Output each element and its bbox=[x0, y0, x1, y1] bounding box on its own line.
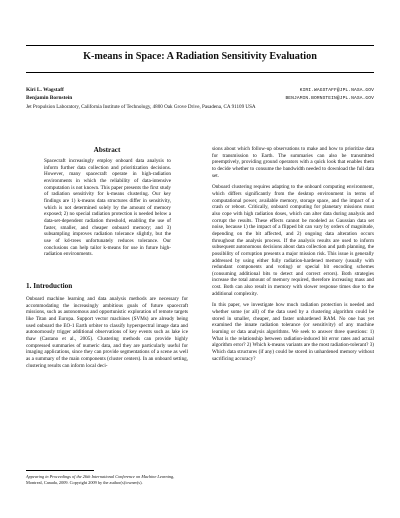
title-bottom-rule bbox=[26, 72, 374, 73]
introduction-text: Onboard machine learning and data analysis methods are necessary for accommodating the increasingly ambitious goals of future spacecraft missions, such as autonomous and opportunistic exploration of remote targets like Titan and Europa. Support vector machines (SVMs) are already being used onboard the EO-1 Earth orbiter to classify hyperspectral image data and autonomously trigger additional observations of key events such as lake ice thaw (Castano et al., 2005). Clustering methods can provide highly compressed summaries of numeric data, and they are particularly useful for imaging applications, since they can provide segmentations of a scene as well as a summary of the main components (cluster centers). In an onboard setting, clustering results can inform local deci- bbox=[26, 296, 188, 369]
right-paragraph-2: Onboard clustering requires adapting to the onboard computing environment, which differs significantly from the desktop environment in terms of computational power, available memory, storage space, and the impact of a crash or reboot. Critically, onboard computing for planetary missions must also cope with high radiation doses, which can alter data during analysis and corrupt the results. These effects cannot be modeled as Gaussian data set noise, because 1) the impact of a flipped bit can vary by orders of magnitude, depending on the bit affected, and 2) ongoing data alteration occurs throughout the analysis process. If the analysis results are used to inform subsequent autonomous decisions about data collection and path planning, the possibility of corruption presents a major mission risk. This issue is generally addressed by using either fully radiation-hardened memory (usually with redundant components and voting) or special bit encoding schemes (consuming additional bits to detect and correct errors). Both strategies increase the total amount of memory required, therefore increasing mass and cost. Both can also result in memory with slower response times due to the additional complexity. bbox=[212, 184, 374, 297]
section-heading-introduction: 1. Introduction bbox=[26, 282, 73, 290]
author-email: KIRI.WAGSTAFF@JPL.NASA.GOV bbox=[299, 88, 374, 93]
abstract-text: Spacecraft increasingly employ onboard data analysis to inform further data collection and prioritization decisions. However, many spacecraft operate in high-radiation environments in which the reliability of data-intensive computation is not known. This paper presents the first study of radiation sensitivity for k-means clustering. Our key findings are 1) k-means data structures differ in sensitivity, which is not determined solely by the amount of memory exposed; 2) no special radiation protection is needed below a data-set-dependent radiation threshold, enabling the use of faster, smaller, and cheaper onboard memory; and 3) subsampling improves radiation tolerance slightly, but the use of kd-trees unfortunately reduces tolerance. Our conclusions can help tailor k-means for use in future high-radiation environments. bbox=[44, 158, 171, 258]
footnote bbox=[26, 474, 188, 485]
author-email: BENJAMIN.BORNSTEIN@JPL.NASA.GOV bbox=[285, 96, 374, 101]
abstract-heading: Abstract bbox=[93, 146, 121, 154]
footnote-venue: Appearing in Proceedings of the 26th International Conference on Machine Learning bbox=[26, 474, 174, 479]
footnote-rule bbox=[26, 470, 94, 471]
title-top-rule bbox=[26, 45, 374, 46]
author-row-1 bbox=[26, 87, 374, 94]
author-name: Kiri L. Wagstaff bbox=[26, 87, 64, 93]
author-row-2 bbox=[26, 95, 374, 102]
author-name: Benjamin Bornstein bbox=[26, 95, 73, 101]
right-column bbox=[212, 146, 374, 362]
footnote-copyright: , Montreal, Canada, 2009. Copyright 2009 by the author(s)/owner(s). bbox=[26, 474, 175, 485]
right-paragraph-1: sions about which follow-up observations to make and how to prioritize data for transmission to Earth. The summaries can also be transmitted preemptively, providing ground operators with a quick look that enables them to decide whether to consume the bandwidth needed to download the full data set. bbox=[212, 146, 374, 179]
introduction-body bbox=[26, 296, 188, 369]
right-paragraph-3: In this paper, we investigate how much radiation protection is needed and whether some (or all) of the data used by a clustering algorithm could be stored in smaller, cheaper, and faster unhardened RAM. No one has yet examined the innate radiation tolerance (or sensitivity) of any machine learning or data analysis algorithms. We seek to answer three questions: 1) What is the relationship between radiation-induced bit error rates and actual algorithm error? 2) Which k-means variants are the most radiation-tolerant? 3) Which data structures (if any) could be stored in unhardened memory without sacrificing accuracy? bbox=[212, 302, 374, 362]
affiliation: Jet Propulsion Laboratory, California Institute of Technology, 4800 Oak Grove Drive, Pasadena, CA 91109 USA bbox=[26, 104, 256, 110]
abstract-body bbox=[44, 158, 171, 258]
paper-title: K-means in Space: A Radiation Sensitivity Evaluation bbox=[83, 51, 317, 62]
